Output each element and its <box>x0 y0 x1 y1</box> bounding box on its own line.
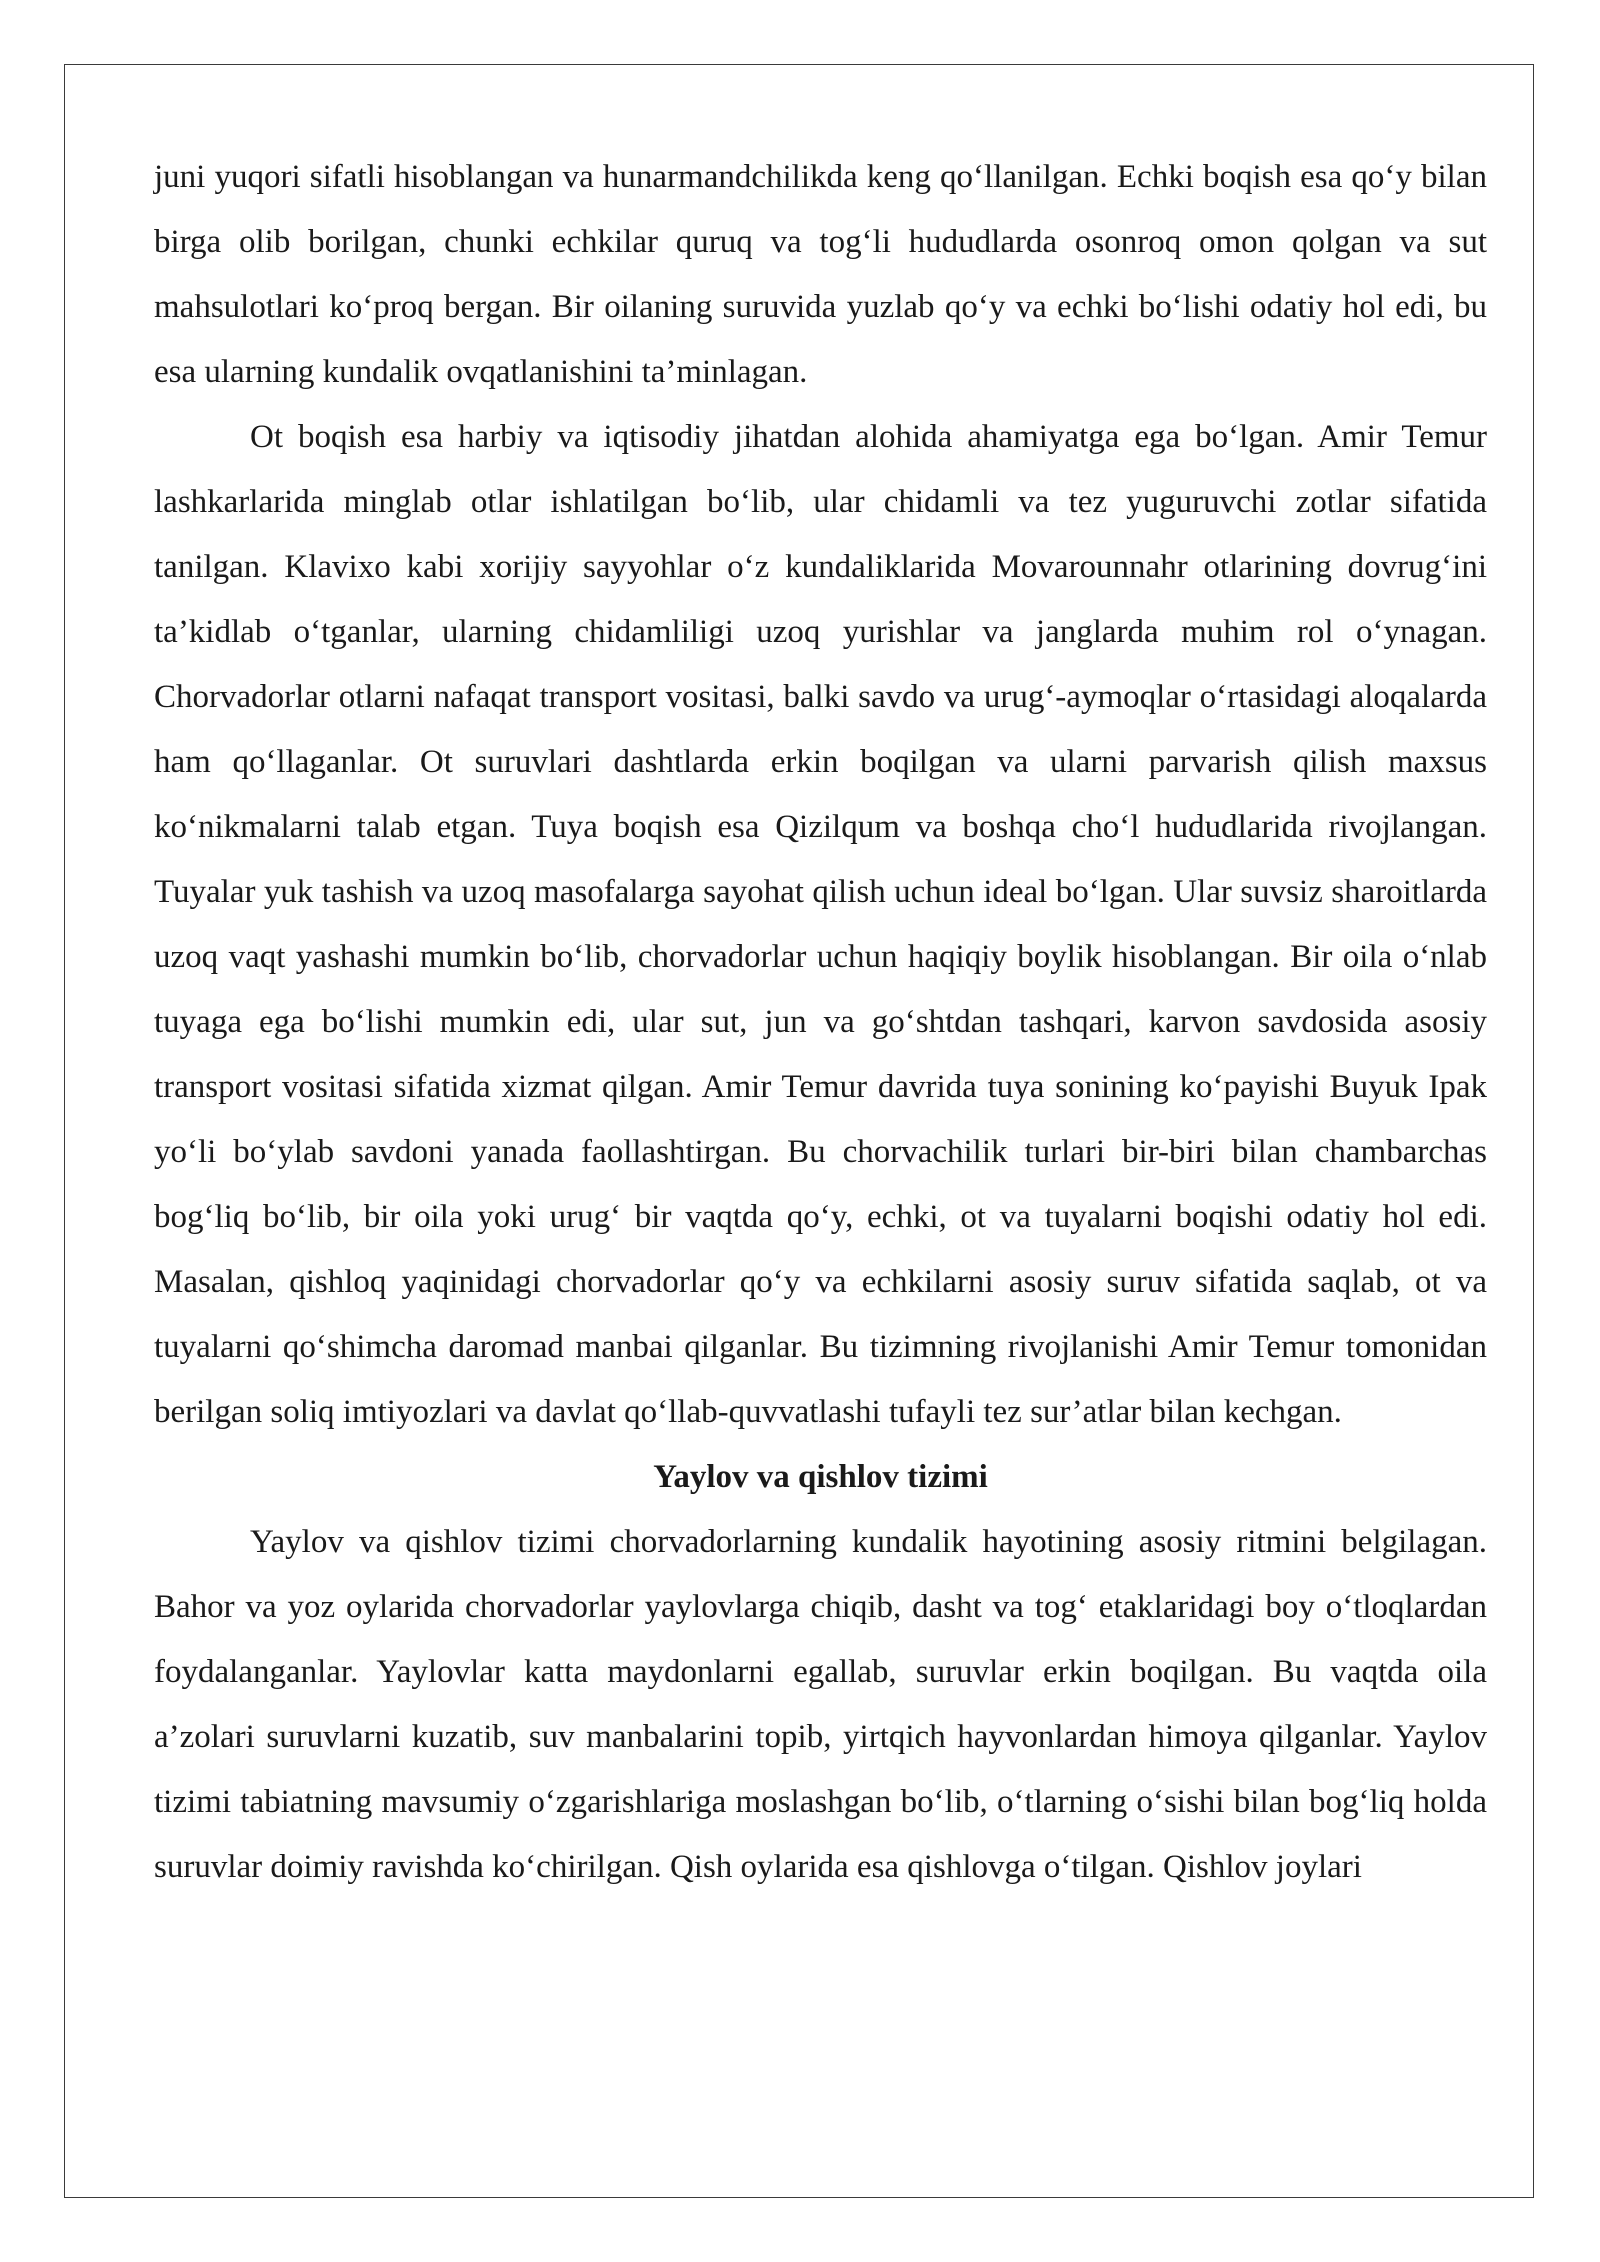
section-heading: Yaylov va qishlov tizimi <box>653 1459 988 1495</box>
paragraph-2: Ot boqish esa harbiy va iqtisodiy jihatdan alohida ahamiyatga ega bo‘lgan. Amir Temur lashkarlarida minglab otlar ishlatilgan bo‘lib, ular chidamli va tez yuguruvchi zotlar sifatida tanilgan. Klavixo kabi xorijiy sayyohlar o‘z kundaliklarida Movarounnahr otlarining dovrug‘ini ta’kidlab o‘tganlar, ularning chidamliligi uzoq yurishlar va janglarda muhim rol o‘ynagan. Chorvadorlar otlarni nafaqat transport vositasi, balki savdo va urug‘-aymoqlar o‘rtasidagi aloqalarda ham qo‘llaganlar. Ot suruvlari dashtlarda erkin boqilgan va ularni parvarish qilish maxsus ko‘nikmalarni talab etgan. Tuya boqish esa Qizilqum va boshqa cho‘l hududlarida rivojlangan. Tuyalar yuk tashish va uzoq masofalarga sayohat qilish uchun ideal bo‘lgan. Ular suvsiz sharoitlarda uzoq vaqt yashashi mumkin bo‘lib, chorvadorlar uchun haqiqiy boylik hisoblangan. Bir oila o‘nlab tuyaga ega bo‘lishi mumkin edi, ular sut, jun va go‘shtdan tashqari, karvon savdosida asosiy transport vositasi sifatida xizmat qilgan. Amir Temur davrida tuya sonining ko‘payishi Buyuk Ipak yo‘li bo‘ylab savdoni yanada faollashtirgan. Bu chorvachilik turlari bir-biri bilan chambarchas bog‘liq bo‘lib, bir oila yoki urug‘ bir vaqtda qo‘y, echki, ot va tuyalarni boqishi odatiy hol edi. Masalan, qishloq yaqinidagi chorvadorlar qo‘y va echkilarni asosiy suruv sifatida saqlab, ot va tuyalarni qo‘shimcha daromad manbai qilganlar. Bu tizimning rivojlanishi Amir Temur tomonidan berilgan soliq imtiyozlari va davlat qo‘llab-quvvatlashi tufayli tez sur’atlar bilan kechgan. <box>154 419 1487 1430</box>
document-body <box>154 145 1487 1900</box>
paragraph-3: Yaylov va qishlov tizimi chorvadorlarning kundalik hayotining asosiy ritmini belgilagan. Bahor va yoz oylarida chorvadorlar yaylovlarga chiqib, dasht va tog‘ etaklaridagi boy o‘tloqlardan foydalanganlar. Yaylovlar katta maydonlarni egallab, suruvlar erkin boqilgan. Bu vaqtda oila a’zolari suruvlarni kuzatib, suv manbalarini topib, yirtqich hayvonlardan himoya qilganlar. Yaylov tizimi tabiatning mavsumiy o‘zgarishlariga moslashgan bo‘lib, o‘tlarning o‘sishi bilan bog‘liq holda suruvlar doimiy ravishda ko‘chirilgan. Qish oylarida esa qishlovga o‘tilgan. Qishlov joylari <box>154 1524 1487 1885</box>
paragraph-1: juni yuqori sifatli hisoblangan va hunarmandchilikda keng qo‘llanilgan. Echki boqish esa qo‘y bilan birga olib borilgan, chunki echkilar quruq va tog‘li hududlarda osonroq omon qolgan va sut mahsulotlari ko‘proq bergan. Bir oilaning suruvida yuzlab qo‘y va echki bo‘lishi odatiy hol edi, bu esa ularning kundalik ovqatlanishini ta’minlagan. <box>154 159 1487 390</box>
